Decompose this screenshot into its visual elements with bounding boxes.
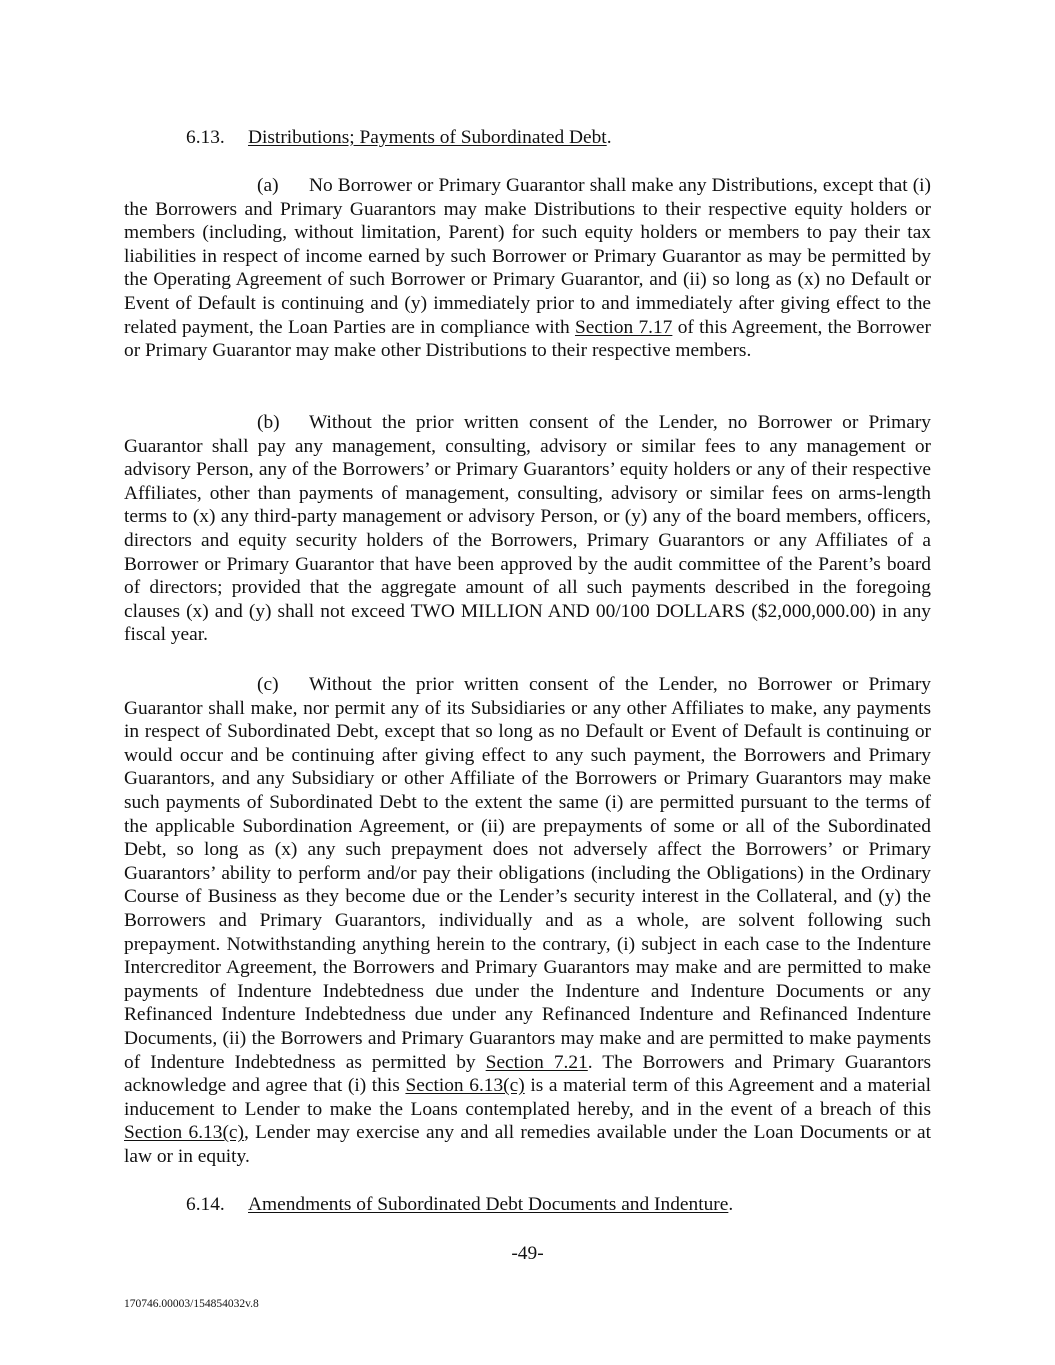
paragraph-b xyxy=(124,411,931,647)
paragraph-text: . The Borrowers and Primary Guarantors acknowledge and agree that (i) this xyxy=(124,1051,931,1097)
section-number: 6.13. xyxy=(186,127,225,148)
section-6-13-heading xyxy=(186,126,612,150)
document-id: 170746.00003/154854032v.8 xyxy=(124,1298,259,1310)
paragraph-label: (c) xyxy=(257,674,279,695)
paragraph-text: of this Agreement, the Borrower or Primary Guarantor may make other Distributions to their respective members. xyxy=(124,316,931,362)
paragraph-text: Without the prior written consent of the Lender, no Borrower or Primary Guarantor shall make, nor permit any of its Subsidiaries or any other Affiliates to make, any payments in respect of Subordinated Debt, except that so long as no Default or Event of Default is continuing or would occur and be continuing after giving effect to any such payment, the Borrowers and Primary Guarantors, and any Subsidiary or other Affiliate of the Borrowers or Primary Guarantors may make such payments of Subordinated Debt to the extent the same (i) are permitted pursuant to the terms of the applicable Subordination Agreement, or (ii) are prepayments of some or all of the Subordinated Debt, so long as (x) any such prepayment does not adversely affect the Borrowers’ or Primary Guarantors’ ability to perform and/or pay their obligations (including the Obligations) in the Ordinary Course of Business as they become due or the Lender’s security interest in the Collateral, and (y) the Borrowers and Primary Guarantors, individually and as a whole, are solvent following such prepayment. Notwithstanding anything herein to the contrary, (i) subject in each case to the Indenture Intercreditor Agreement, the Borrowers and Primary Guarantors may make and are permitted to make payments of Indenture Indebtedness due under the Indenture and Indenture Documents or any Refinanced Indenture Indebtedness due under any Refinanced Indenture and Refinanced Indenture Documents, (ii) the Borrowers and Primary Guarantors may make and are permitted to make payments of Indenture Indebtedness as permitted by xyxy=(124,674,931,1073)
section-title: Amendments of Subordinated Debt Documents and Indenture xyxy=(248,1194,729,1215)
paragraph-text: No Borrower or Primary Guarantor shall make any Distributions, except that (i) the Borrowers and Primary Guarantors may make Distributions to their respective equity holders or members (including, without limitation, Parent) for such equity holders or members to pay their tax liabilities in respect of income earned by such Borrower or Primary Guarantor as may be permitted by the Operating Agreement of such Borrower or Primary Guarantor, and (ii) so long as (x) no Default or Event of Default is continuing and (y) immediately prior to and immediately after giving effect to the related payment, the Loan Parties are in compliance with xyxy=(124,175,931,338)
paragraph-label: (a) xyxy=(257,175,279,196)
cross-reference-link[interactable]: Section 7.21 xyxy=(485,1051,588,1073)
paragraph-label: (b) xyxy=(257,412,280,433)
section-number: 6.14. xyxy=(186,1194,225,1215)
cross-reference-link[interactable]: Section 6.13(c) xyxy=(124,1122,244,1144)
section-title-period: . xyxy=(728,1194,734,1215)
cross-reference-link[interactable]: Section 6.13(c) xyxy=(405,1075,525,1097)
paragraph-a xyxy=(124,174,931,363)
section-title: Distributions; Payments of Subordinated Debt xyxy=(248,127,607,148)
section-6-14-heading xyxy=(186,1193,733,1217)
paragraph-text: Without the prior written consent of the Lender, no Borrower or Primary Guarantor shall pay any management, consulting, advisory or similar fees to any management or advisory Person, any of the Borrowers’ or Primary Guarantors’ equity holders or any of their respective Affiliates, other than payments of management, consulting, advisory or similar fees on arms-length terms to (x) any third-party management or advisory Person, or (y) any of the board members, officers, directors and equity security holders of the Borrowers, Primary Guarantors or any Affiliates of a Borrower or Primary Guarantor that have been approved by the audit committee of the Parent’s board of directors; provided that the aggregate amount of all such payments described in the foregoing clauses (x) and (y) shall not exceed TWO MILLION AND 00/100 DOLLARS ($2,000,000.00) in any fiscal year. xyxy=(124,412,931,646)
cross-reference-link[interactable]: Section 7.17 xyxy=(574,316,673,338)
paragraph-text: is a material term of this Agreement and a material inducement to Lender to make the Loans contemplated hereby, and in the event of a breach of this xyxy=(124,1075,931,1120)
paragraph-text: , Lender may exercise any and all remedies available under the Loan Documents or at law or in equity. xyxy=(124,1122,931,1167)
section-title-period: . xyxy=(606,127,612,148)
paragraph-c xyxy=(124,673,931,1168)
page-number: -49- xyxy=(511,1243,544,1264)
